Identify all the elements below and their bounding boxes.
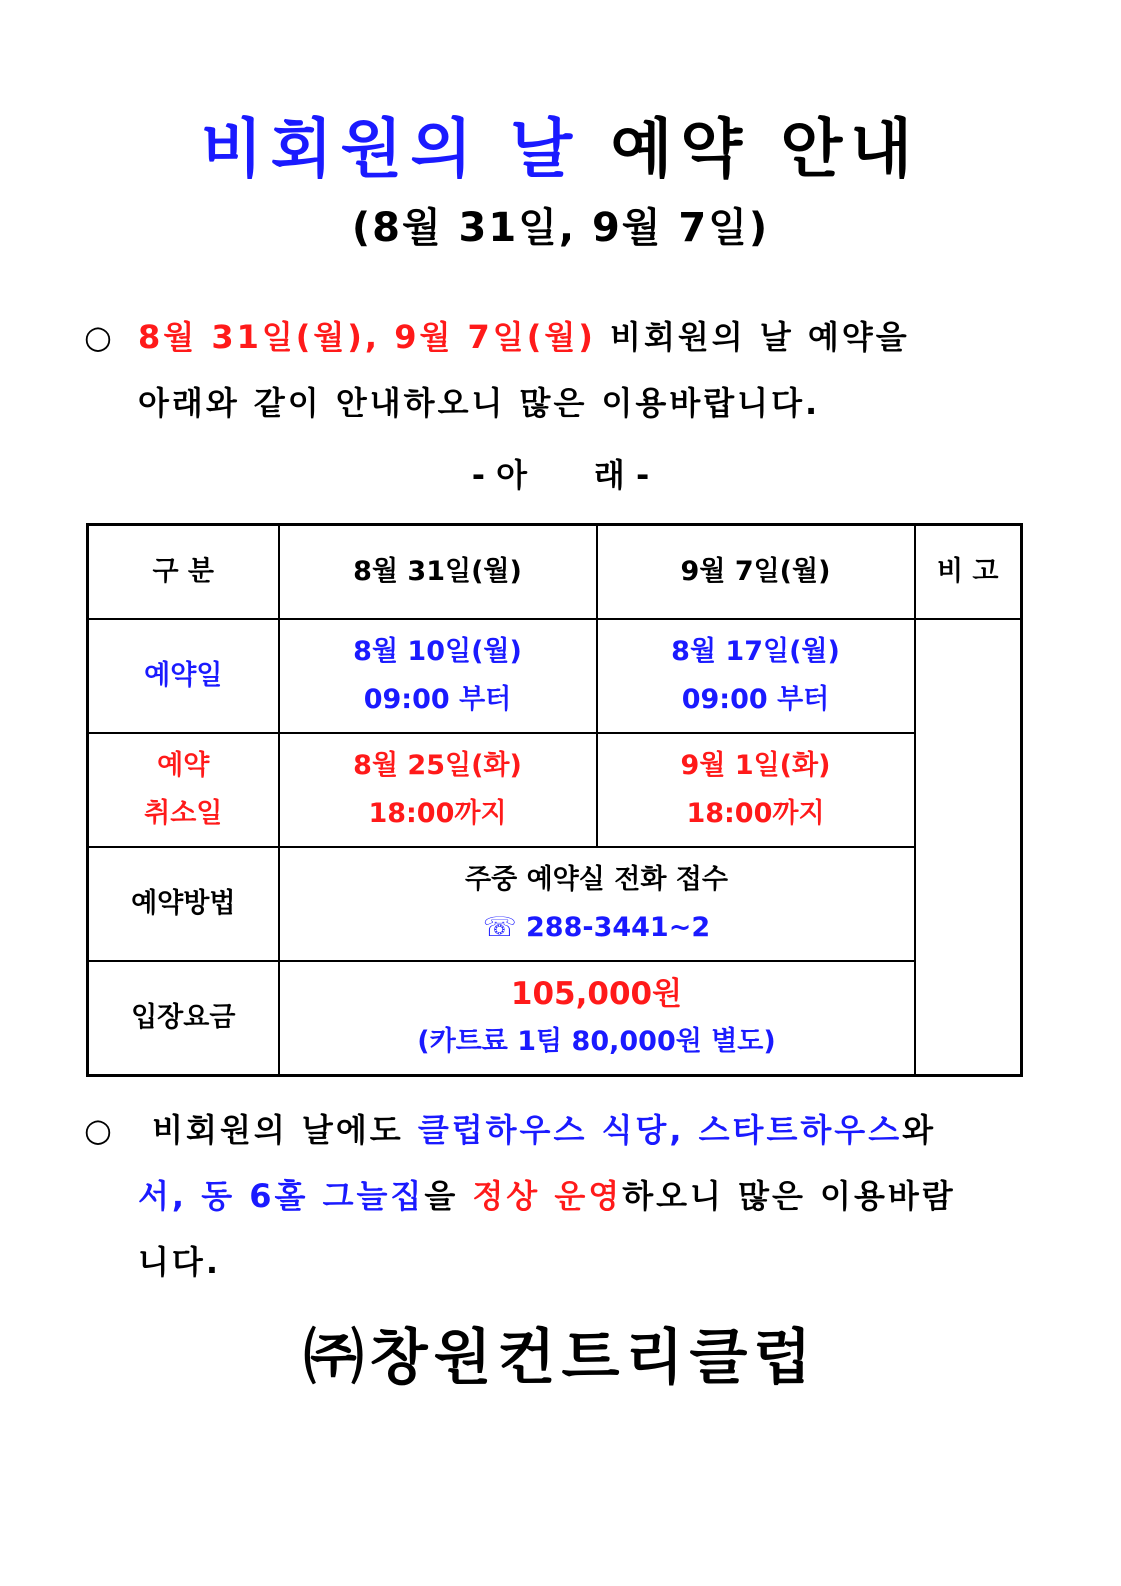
table-row-method [88,847,1022,961]
notice-normal-operation: 정상 운영 [472,1177,623,1215]
bullet-circle-icon: ○ [84,318,115,356]
notice-shelters: 서, 동 6홀 그늘집 [138,1177,425,1215]
fee-note: (카트료 1팀 80,000원 별도) [417,1026,776,1057]
title-highlight: 비회원의 날 [200,113,581,187]
entrance-fee-value [279,961,915,1076]
reservation-date-aug31: 8월 10일(월) 09:00 부터 [279,619,597,733]
company-name: ㈜창원컨트리클럽 [303,1323,818,1393]
table-row-cancellation [88,733,1022,847]
table-header-row [88,525,1022,620]
header-sep7: 9월 7일(월) [597,525,915,620]
notice-line-1: ○ 비회원의 날에도 클럽하우스 식당, 스타트하우스와 [84,1097,1034,1163]
title-rest: 예약 안내 [610,113,921,187]
label-entrance-fee: 입장요금 [88,961,279,1076]
header-category: 구 분 [88,525,279,620]
table-row-reservation [88,619,1022,733]
cancellation-date-aug31: 8월 25일(화) 18:00까지 [279,733,597,847]
section-heading-arae: - 아 래 - [471,456,650,494]
intro-paragraph [84,304,1034,436]
label-reservation-date: 예약일 [88,619,279,733]
intro-text: 비회원의 날 예약을 [595,318,910,356]
reservation-table [86,523,1023,1077]
intro-line-1 [84,304,1034,370]
reservation-method-value: 주중 예약실 전화 접수 ☏ 288-3441~2 [279,847,915,961]
intro-line-2: 아래와 같이 안내하오니 많은 이용바랍니다. [138,384,821,422]
page-title [0,98,1121,190]
bullet-circle-icon: ○ [84,1111,115,1149]
label-reservation-method: 예약방법 [88,847,279,961]
page-subtitle: (8월 31일, 9월 7일) [351,205,770,251]
header-aug31: 8월 31일(월) [279,525,597,620]
notice-line-3: 니다. [138,1243,221,1281]
phone-number: 288-3441~2 [516,912,711,943]
fee-amount: 105,000원 [510,976,683,1012]
phone-icon: ☏ [482,912,517,943]
intro-dates: 8월 31일(월), 9월 7일(월) [138,318,596,356]
notice-line-2: 서, 동 6홀 그늘집을 정상 운영하오니 많은 이용바람 [138,1177,956,1215]
notice-paragraph [84,1097,1034,1295]
label-cancellation-date: 예약 취소일 [88,733,279,847]
table-row-fee [88,961,1022,1076]
remarks-cell [915,619,1022,1076]
reservation-date-sep7: 8월 17일(월) 09:00 부터 [597,619,915,733]
notice-facilities: 클럽하우스 식당, 스타트하우스 [417,1111,903,1149]
header-remarks: 비 고 [915,525,1022,620]
cancellation-date-sep7: 9월 1일(화) 18:00까지 [597,733,915,847]
